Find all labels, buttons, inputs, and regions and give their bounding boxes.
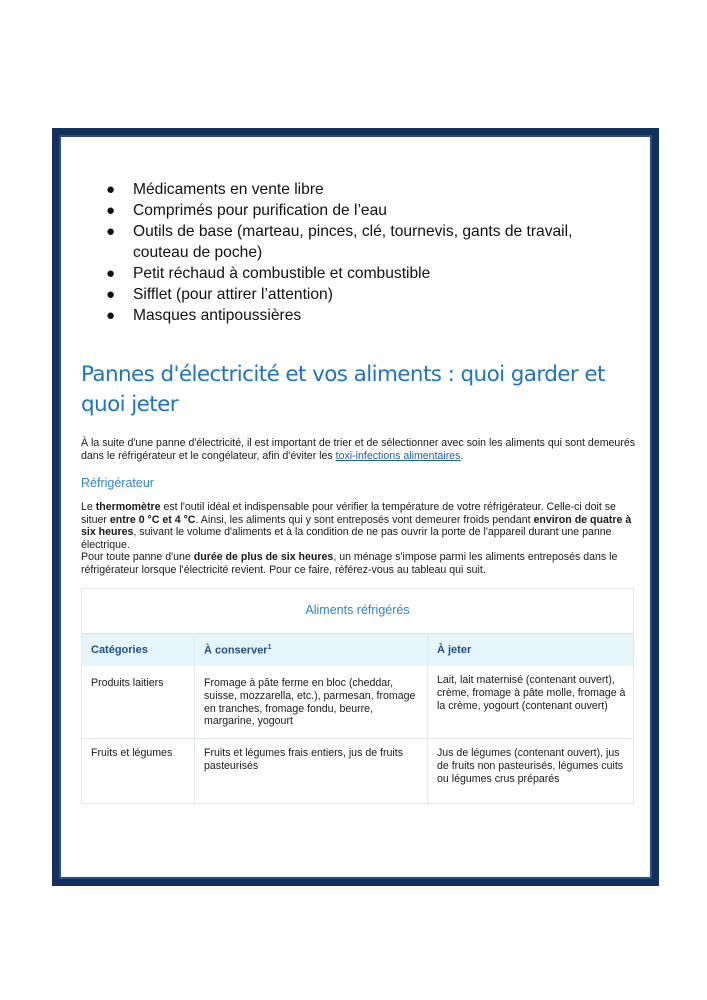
list-item: ● Comprimés pour purification de l’eau [106, 201, 626, 222]
bullet-icon: ● [106, 285, 116, 303]
list-item: ● Petit réchaud à combustible et combustible [106, 264, 626, 285]
list-item: ● Outils de base (marteau, pinces, clé, tournevis, gants de travail, couteau de poche) [106, 223, 573, 261]
section-heading: Pannes d'électricité et vos aliments : quoi garder et quoi jeter [81, 362, 605, 417]
fridge-paragraph: Le thermomètre est l'outil idéal et indispensable pour vérifier la température de votre réfrigérateur. Celle-ci doit se situer entre 0 °C et 4 °C. Ainsi, les aliments qui y sont entreposés vont demeurer froids pendant environ de quatre à six heures, suivant le volume d'aliments et à la condition de ne pas ouvrir la porte de l'appareil durant une panne électrique. Pour toute panne d'une durée de plus de six heures, un ménage s'impose parmi les aliments entreposés dans le réfrigérateur lorsque l'électricité revient. Pour ce faire, référez-vous au tableau qui suit. [81, 501, 632, 576]
content-frame [52, 128, 659, 886]
food-poisoning-link[interactable]: toxi-infections alimentaires [335, 449, 461, 462]
header-discard: À jeter [437, 644, 472, 656]
bullet-icon: ● [106, 264, 116, 282]
row-discard: Jus de légumes (contenant ouvert), jus de fruits non pasteurisés, légumes cuits ou légumes crus préparés [437, 747, 624, 785]
header-categories: Catégories [91, 644, 148, 656]
bullet-icon: ● [106, 223, 116, 240]
row-divider [82, 738, 633, 739]
header-keep: À conserver$^1$ [204, 644, 272, 657]
fridge-subheading: Réfrigérateur [81, 476, 154, 490]
row-keep: Fromage à pâte ferme en bloc (cheddar, suisse, mozzarella, etc.), parmesan, fromage en tranches, fromage fondu, beurre, margarine, yogourt [204, 677, 416, 728]
column-divider [427, 633, 428, 805]
footnote-marker: 1 [267, 644, 272, 651]
row-keep: Fruits et légumes frais entiers, jus de fruits pasteurisés [204, 747, 404, 772]
row-category: Fruits et légumes [91, 747, 173, 759]
supplies-list [106, 180, 626, 327]
intro-paragraph: À la suite d'une panne d'électricité, il est important de trier et de sélectionner avec soin les aliments qui sont demeurés dans le réfrigérateur et le congélateur, afin d'éviter les toxi-infections alimentaires. [81, 437, 636, 462]
row-discard: Lait, lait maternisé (contenant ouvert), crème, fromage à pâte molle, fromage à la crème, yogourt (contenant ouvert) [437, 674, 626, 712]
refrigerated-foods-table [81, 588, 634, 804]
column-divider [194, 633, 195, 805]
bullet-icon: ● [106, 181, 116, 198]
bullet-icon: ● [106, 202, 116, 219]
table-caption: Aliments réfrigérés [305, 603, 410, 617]
list-item: ● Masques antipoussières [106, 306, 626, 327]
row-category: Produits laitiers [91, 677, 164, 689]
list-item: ● Médicaments en vente libre [106, 180, 626, 201]
bullet-icon: ● [106, 306, 116, 324]
table-header-row [82, 633, 633, 666]
list-item: ● Sifflet (pour attirer l’attention) [106, 285, 626, 306]
